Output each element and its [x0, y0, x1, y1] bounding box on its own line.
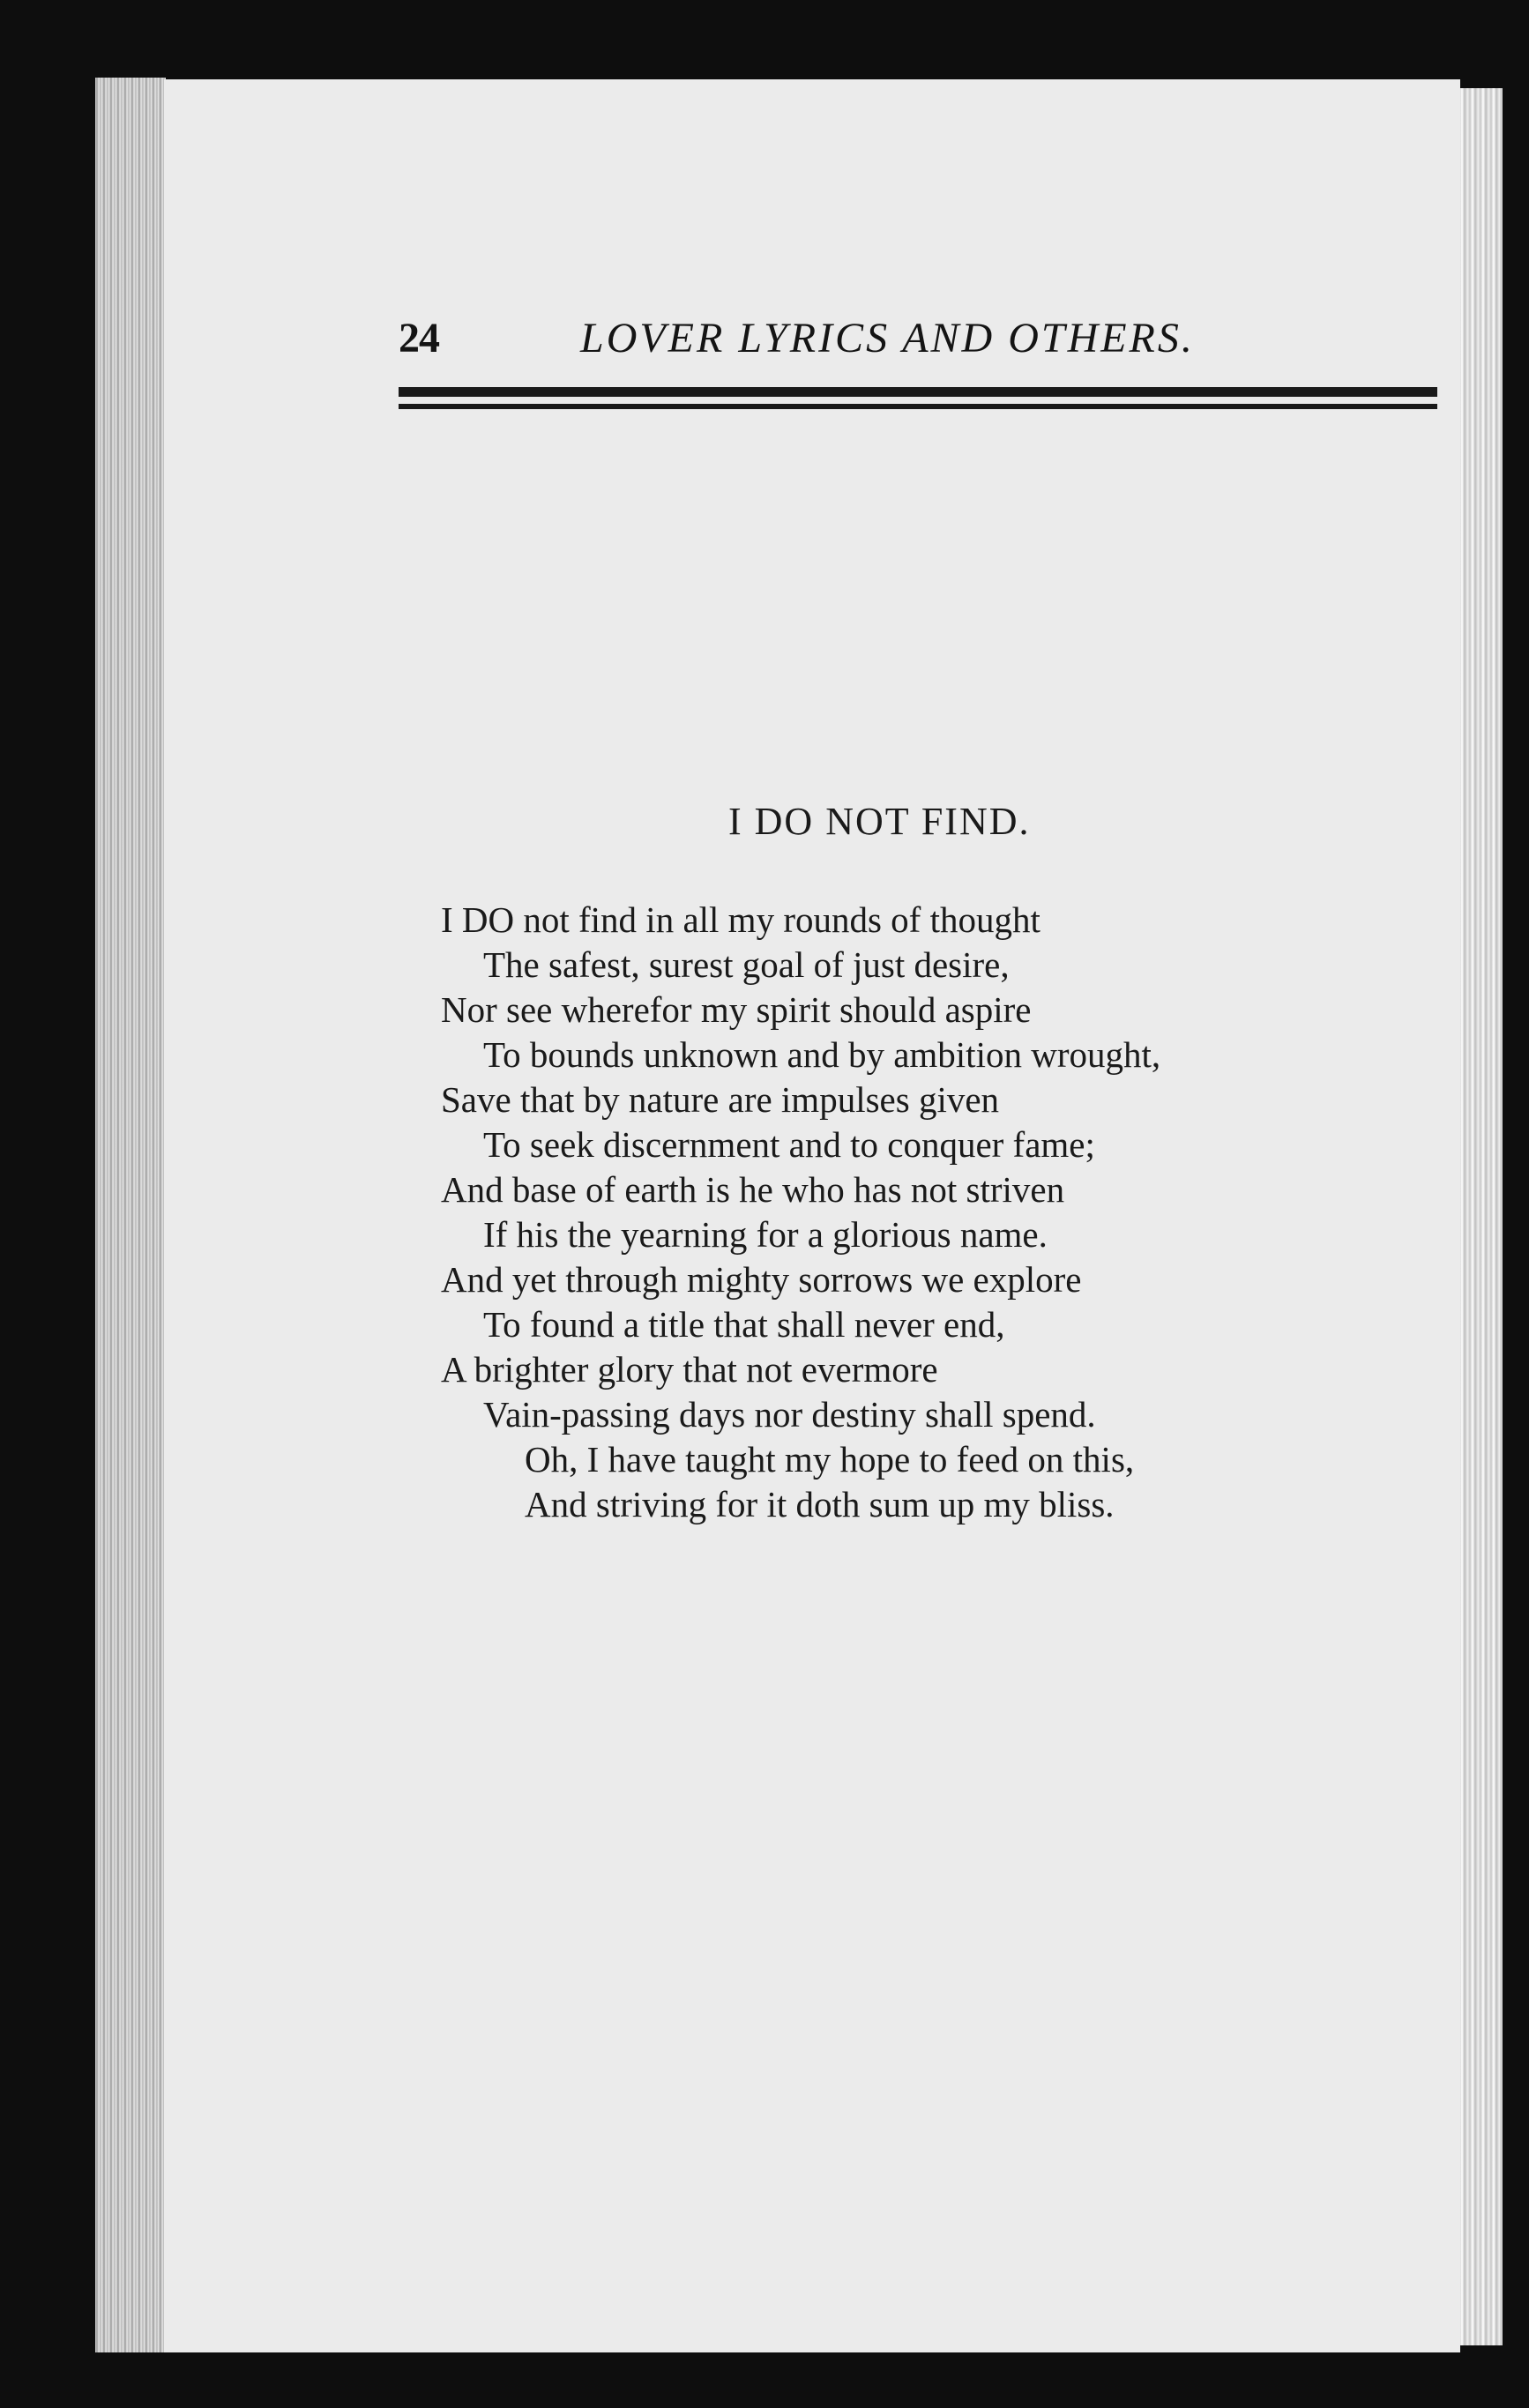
poem-title: I DO NOT FIND. [728, 800, 1031, 843]
poem-line: Vain-passing days nor destiny shall spend. [483, 1394, 1096, 1435]
poem-line: To bounds unknown and by ambition wrought, [483, 1034, 1161, 1075]
poem-line: I DO not find in all my rounds of thought [441, 899, 1040, 940]
running-head [399, 314, 1439, 367]
poem-line: And base of earth is he who has not striven [441, 1169, 1065, 1210]
poem-line: And yet through mighty sorrows we explore [441, 1259, 1082, 1300]
poem-line: If his the yearning for a glorious name. [483, 1214, 1048, 1255]
poem-line: Oh, I have taught my hope to feed on this, [525, 1439, 1135, 1480]
left-page-edges [95, 78, 166, 2352]
header-rule-thin [399, 404, 1437, 409]
poem-body [441, 898, 1455, 1527]
poem-line: To seek discernment and to conquer fame; [483, 1124, 1095, 1165]
poem-line: To found a title that shall never end, [483, 1304, 1005, 1345]
right-page-edge [1457, 88, 1503, 2345]
poem-line: Nor see wherefor my spirit should aspire [441, 989, 1032, 1030]
header-rule-thick [399, 387, 1437, 397]
page-number: 24 [399, 315, 439, 362]
poem-line: The safest, surest goal of just desire, [483, 944, 1010, 985]
poem-line: Save that by nature are impulses given [441, 1079, 1000, 1120]
book-title: LOVER LYRICS AND OTHERS. [580, 315, 1195, 362]
poem-line: A brighter glory that not evermore [441, 1349, 938, 1390]
poem-line: And striving for it doth sum up my bliss. [525, 1484, 1115, 1525]
